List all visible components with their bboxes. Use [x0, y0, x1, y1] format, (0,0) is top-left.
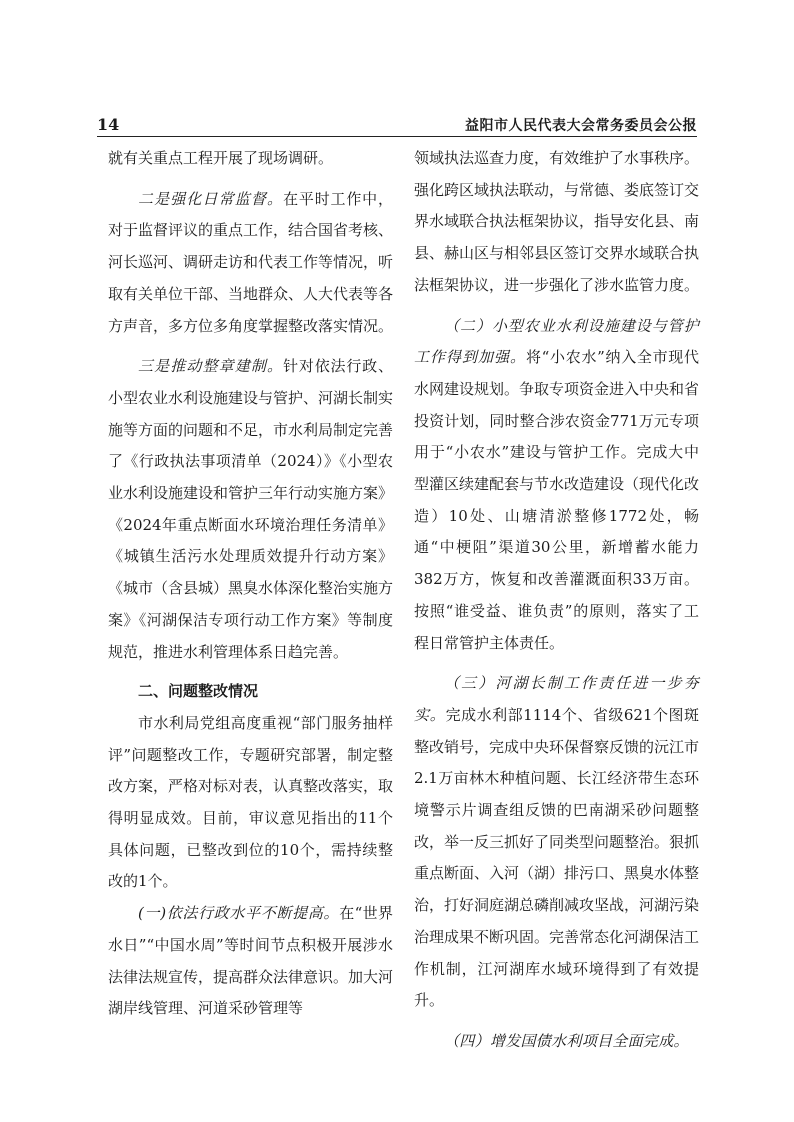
- paragraph-text: 在“世界水日”“中国水周”等时间节点积极开展涉水法律法规宣传，提高群众法律意识。加大河湖岸线管理、河道采砂管理等: [108, 904, 394, 1018]
- paragraph-text: 将“小农水”纳入全市现代水网建设规划。争取专项资金进入中央和省投资计划，同时整合涉农资金771万元专项用于“小农水”建设与管护工作。完成大中型灌区续建配套与节水改造建设（现代化改造）10处、山塘清淤整修1772处，畅通“中梗阻”渠道30公里，新增蓄水能力382万方，恢复和改善灌溉面积33万亩。按照“谁受益、谁负责”的原则，落实了工程日常管护主体责任。: [414, 348, 700, 652]
- journal-title: 益阳市人民代表大会常务委员会公报: [465, 118, 697, 134]
- page-number: 14: [97, 115, 120, 134]
- paragraph-text: 在平时工作中，对于监督评议的重点工作，结合国省考核、河长巡河、调研走访和代表工作等情况，听取有关单位干部、当地群众、人大代表等各方声音，多方位多角度掌握整改落实情况。: [108, 189, 394, 335]
- header-rule: [97, 136, 697, 137]
- paragraph-lead: （三）河湖长制工作责任进一步夯实。: [414, 674, 699, 724]
- paragraph-law-enforcement: [108, 898, 393, 1025]
- paragraph-text: 完成水利部1114个、省级621个图斑整改销号，完成中央环保督察反馈的沅江市2.1万亩林木种植问题、长江经济带生态环境警示片调查组反馈的巴南湖采砂问题整改，举一反三抓好了同类型问题整治。狠抓重点断面、入河（湖）排污口、黑臭水体整治，打好洞庭湖总磷削减攻坚战，河湖污染治理成果不断巩固。完善常态化河湖保洁工作机制，江河湖库水域环境得到了有效提升。: [414, 705, 700, 1010]
- paragraph-lead: (一)依法行政水平不断提高。: [138, 904, 340, 923]
- paragraph-lead: 三是推动整章建制。: [138, 357, 284, 376]
- paragraph-lead: （二）小型农业水利设施建设与管护工作得到加强。: [414, 316, 699, 367]
- paragraph-daily-supervision: [108, 184, 393, 343]
- paragraph-lead: （四）增发国债水利项目全面完成。: [444, 1031, 689, 1050]
- paragraph-small-irrigation: [414, 311, 699, 660]
- paragraph-text: 针对依法行政、小型农业水利设施建设与管护、河湖长制实施等方面的问题和不足，市水利局制定完善了《行政执法事项清单（2024）》《小型农业水利设施建设和管护三年行动实施方案》《2024年重点断面水环境治理任务清单》《城镇生活污水处理质效提升行动方案》《城市（含县城）黑臭水体深化整治实施方案》《河湖保洁专项行动工作方案》等制度规范，推进水利管理体系日趋完善。: [108, 357, 394, 661]
- paragraph-continued: 就有关重点工程开展了现场调研。: [108, 149, 334, 167]
- left-column: [108, 143, 393, 1025]
- page-header: [97, 112, 697, 136]
- section-heading: 二、问题整改情况: [138, 682, 259, 701]
- right-column: [414, 143, 699, 1058]
- paragraph-lead: 二是强化日常监督。: [138, 189, 284, 208]
- paragraph-continued: 领域执法巡查力度，有效维护了水事秩序。强化跨区域执法联动，与常德、娄底签订交界水域联合执法框架协议，指导安化县、南县、赫山区与相邻县区签订交界水域联合执法框架协议，进一步强化了涉水监管力度。: [414, 149, 700, 294]
- paragraph-river-chief: [414, 668, 699, 1017]
- paragraph-regulations: [108, 351, 393, 668]
- paragraph-rectification: 市水利局党组高度重视“部门服务抽样评”问题整改工作，专题研究部署，制定整改方案，严格对标对表，认真整改落实，取得明显成效。目前，审议意见指出的11个具体问题，已整改到位的10个，需持续整改的1个。: [108, 713, 394, 891]
- paragraph-treasury-bonds: [414, 1026, 699, 1058]
